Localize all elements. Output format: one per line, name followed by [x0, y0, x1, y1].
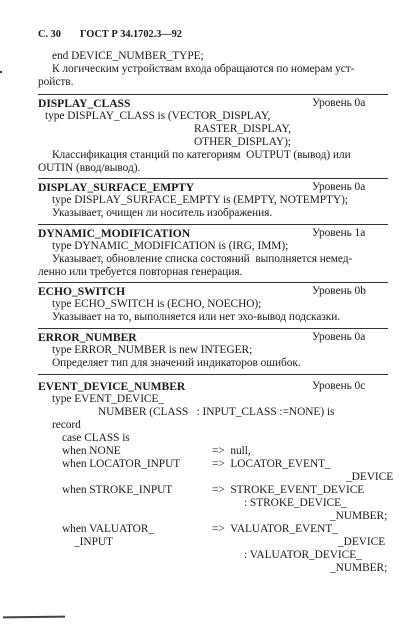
case-result: => VALUATOR_EVENT_: [212, 523, 338, 535]
entry-title: DYNAMIC_MODIFICATION: [38, 227, 191, 240]
case-branch: when STROKE_INPUT: [62, 484, 173, 496]
section-divider: [38, 282, 388, 283]
entry-level: Уровень 0b: [312, 285, 366, 297]
case-result: : STROKE_DEVICE_: [244, 497, 347, 509]
section-divider: [38, 178, 388, 179]
section-divider: [38, 224, 388, 225]
entry-description: Указывает на то, выполняется или нет эхо-вывод подсказки.: [52, 311, 341, 323]
case-result: _DEVICE: [338, 536, 386, 548]
entry-title: ECHO_SWITCH: [38, 285, 126, 298]
case-result: : VALUATOR_DEVICE_: [244, 549, 362, 561]
margin-scribble: [3, 616, 65, 619]
entry-level: Уровень 1a: [312, 227, 366, 239]
case-result: _DEVICE: [346, 471, 394, 483]
entry-level: Уровень 0c: [312, 380, 366, 392]
entry-description: ленно или требуется повторная генерация.: [38, 266, 243, 278]
section-divider: [38, 374, 388, 375]
section-divider: [38, 94, 388, 95]
entry-code-line: RASTER_DISPLAY,: [194, 123, 292, 135]
entry-title: DISPLAY_CLASS: [38, 97, 131, 110]
entry-description: OUTIN (ввод/вывод).: [38, 162, 141, 174]
case-branch: _INPUT: [74, 536, 113, 548]
case-branch: when VALUATOR_: [62, 523, 155, 535]
entry-description: Классификация станций по категориям OUTPUT (вывод) или: [52, 149, 351, 161]
case-result: => LOCATOR_EVENT_: [212, 458, 331, 470]
entry-code-line: NUMBER (CLASS : INPUT_CLASS :=NONE) is: [98, 406, 335, 418]
entry-code-line: type EVENT_DEVICE_: [52, 393, 165, 405]
entry-level: Уровень 0a: [312, 331, 366, 343]
intro-text-line: К логическим устройствам входа обращаются по номерам уст-: [52, 63, 355, 75]
entry-title: ERROR_NUMBER: [38, 331, 137, 344]
intro-text-line: ройств.: [38, 76, 74, 88]
entry-title: DISPLAY_SURFACE_EMPTY: [38, 181, 195, 194]
page-number: С. 30: [38, 29, 61, 40]
entry-code-line: type DISPLAY_SURFACE_EMPTY is (EMPTY, NOTEMPTY);: [52, 194, 349, 206]
entry-code-line: type DYNAMIC_MODIFICATION is (IRG, IMM);: [52, 240, 289, 252]
standard-code: ГОСТ Р 34.1702.3—92: [80, 29, 182, 40]
case-branch: when NONE: [62, 445, 121, 457]
case-result: => STROKE_EVENT_DEVICE: [212, 484, 365, 496]
entry-code-line: type DISPLAY_CLASS is (VECTOR_DISPLAY,: [45, 110, 271, 122]
section-divider: [38, 328, 388, 329]
case-branch: when LOCATOR_INPUT: [62, 458, 181, 470]
entry-level: Уровень 0a: [312, 97, 366, 109]
entry-level: Уровень 0a: [312, 181, 366, 193]
intro-code-line: end DEVICE_NUMBER_TYPE;: [52, 50, 204, 62]
entry-code-line: OTHER_DISPLAY);: [194, 136, 291, 148]
entry-title: EVENT_DEVICE_NUMBER: [38, 380, 186, 393]
case-result: => null,: [212, 445, 251, 457]
entry-code-line: type ECHO_SWITCH is (ECHO, NOECHO);: [52, 298, 262, 310]
entry-code-line: record: [52, 419, 81, 431]
case-result: _NUMBER;: [330, 562, 388, 574]
margin-mark: [0, 71, 2, 73]
entry-code-line: type ERROR_NUMBER is new INTEGER;: [52, 344, 253, 356]
entry-description: Указывает, обновление списка состояний выполняется немед-: [52, 253, 353, 265]
entry-code-line: case CLASS is: [62, 432, 130, 444]
entry-description: Указывает, очищен ли носитель изображения.: [52, 207, 273, 219]
entry-description: Определяет тип для значений индикаторов ошибок.: [52, 357, 301, 369]
case-result: _NUMBER;: [330, 510, 388, 522]
